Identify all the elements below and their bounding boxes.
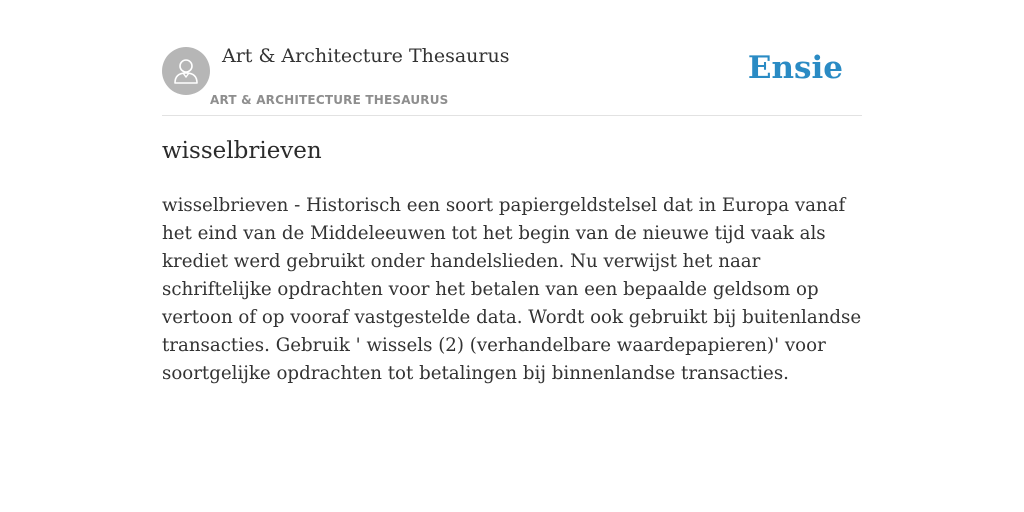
user-icon — [172, 56, 200, 86]
term-definition: wisselbrieven - Historisch een soort papiergeldstelsel dat in Europa vanaf het eind van de Middeleeuwen tot het begin van de nieuwe tijd vaak als krediet werd gebruikt onder handelslieden. Nu verwijst het naar schriftelijke opdrachten voor het betalen van een bepaalde geldsom op vertoon of op vooraf vastgestelde data. Wordt ook gebruikt bij buitenlandse transacties. Gebruik ' wissels (2) (verhandelbare waardepapieren)' voor soortgelijke opdrachten tot betalingen bij binnenlandse transacties. — [162, 195, 862, 384]
brand-logo[interactable]: Ensie — [747, 50, 843, 86]
source-header — [162, 0, 862, 116]
avatar[interactable] — [162, 47, 210, 95]
term-title: wisselbrieven — [162, 138, 322, 164]
source-title[interactable]: Art & Architecture Thesaurus — [222, 45, 510, 67]
source-subtitle[interactable]: ART & ARCHITECTURE THESAURUS — [210, 93, 449, 107]
page-container — [162, 0, 862, 384]
